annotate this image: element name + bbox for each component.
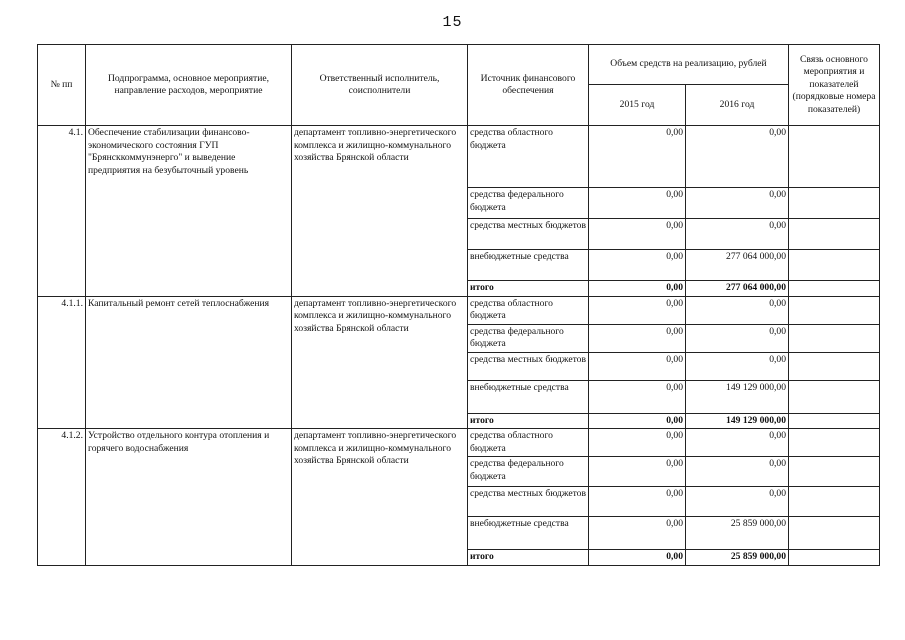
row-value-2015: 0,00 bbox=[589, 188, 686, 219]
row-measure-name: Устройство отдельного контура отопления и горячего водоснабжения bbox=[86, 429, 292, 566]
row-executor: департамент топливно-энергетического комплекса и жилищно-коммунального хозяйства Брянской области bbox=[292, 126, 468, 297]
row-value-2016: 0,00 bbox=[686, 296, 789, 324]
row-measure-name: Обеспечение стабилизации финансово-экономического состояния ГУП "Брянсккоммунэнерго" и выведение предприятия на безубыточный уровень bbox=[86, 126, 292, 297]
row-total-2015: 0,00 bbox=[589, 550, 686, 566]
row-code: 4.1. bbox=[38, 126, 86, 297]
header-program: Подпрограмма, основное мероприятие, направление расходов, мероприятие bbox=[86, 45, 292, 126]
header-volume: Объем средств на реализацию, рублей bbox=[589, 45, 789, 85]
row-value-2016: 25 859 000,00 bbox=[686, 517, 789, 550]
row-link bbox=[789, 188, 880, 219]
row-link bbox=[789, 296, 880, 324]
header-source: Источник финансового обеспечения bbox=[468, 45, 589, 126]
row-value-2016: 0,00 bbox=[686, 324, 789, 352]
header-year-2015: 2015 год bbox=[589, 85, 686, 126]
row-link bbox=[789, 487, 880, 517]
header-year-2016: 2016 год bbox=[686, 85, 789, 126]
row-link bbox=[789, 517, 880, 550]
row-total-2016: 277 064 000,00 bbox=[686, 281, 789, 297]
row-link bbox=[789, 550, 880, 566]
row-value-2015: 0,00 bbox=[589, 429, 686, 457]
row-total-label: итого bbox=[468, 413, 589, 429]
row-source: средства местных бюджетов bbox=[468, 487, 589, 517]
row-value-2016: 277 064 000,00 bbox=[686, 250, 789, 281]
row-value-2016: 0,00 bbox=[686, 429, 789, 457]
row-value-2015: 0,00 bbox=[589, 296, 686, 324]
header-link: Связь основного мероприятия и показателей (порядковые номера показателей) bbox=[789, 45, 880, 126]
row-value-2016: 0,00 bbox=[686, 457, 789, 487]
row-value-2016: 149 129 000,00 bbox=[686, 380, 789, 413]
header-executor: Ответственный исполнитель, соисполнители bbox=[292, 45, 468, 126]
row-source: внебюджетные средства bbox=[468, 517, 589, 550]
row-value-2015: 0,00 bbox=[589, 250, 686, 281]
row-total-label: итого bbox=[468, 281, 589, 297]
row-value-2015: 0,00 bbox=[589, 219, 686, 250]
row-source: средства федерального бюджета bbox=[468, 324, 589, 352]
row-link bbox=[789, 281, 880, 297]
row-measure-name: Капитальный ремонт сетей теплоснабжения bbox=[86, 296, 292, 429]
row-executor: департамент топливно-энергетического комплекса и жилищно-коммунального хозяйства Брянской области bbox=[292, 296, 468, 429]
row-value-2016: 0,00 bbox=[686, 188, 789, 219]
row-executor: департамент топливно-энергетического комплекса и жилищно-коммунального хозяйства Брянской области bbox=[292, 429, 468, 566]
row-value-2016: 0,00 bbox=[686, 219, 789, 250]
row-source: средства областного бюджета bbox=[468, 296, 589, 324]
row-code: 4.1.2. bbox=[38, 429, 86, 566]
row-total-label: итого bbox=[468, 550, 589, 566]
row-total-2016: 149 129 000,00 bbox=[686, 413, 789, 429]
row-value-2016: 0,00 bbox=[686, 352, 789, 380]
row-value-2015: 0,00 bbox=[589, 457, 686, 487]
row-code: 4.1.1. bbox=[38, 296, 86, 429]
row-link bbox=[789, 352, 880, 380]
row-link bbox=[789, 324, 880, 352]
row-source: внебюджетные средства bbox=[468, 250, 589, 281]
row-link bbox=[789, 219, 880, 250]
row-link bbox=[789, 250, 880, 281]
row-total-2016: 25 859 000,00 bbox=[686, 550, 789, 566]
row-source: средства областного бюджета bbox=[468, 429, 589, 457]
row-value-2016: 0,00 bbox=[686, 487, 789, 517]
row-total-2015: 0,00 bbox=[589, 413, 686, 429]
row-value-2015: 0,00 bbox=[589, 126, 686, 188]
row-link bbox=[789, 429, 880, 457]
row-source: средства федерального бюджета bbox=[468, 188, 589, 219]
row-source: внебюджетные средства bbox=[468, 380, 589, 413]
row-value-2015: 0,00 bbox=[589, 487, 686, 517]
row-link bbox=[789, 457, 880, 487]
header-no: № пп bbox=[38, 45, 86, 126]
row-source: средства областного бюджета bbox=[468, 126, 589, 188]
financing-table bbox=[37, 44, 880, 566]
page-number: 15 bbox=[442, 14, 463, 31]
row-total-2015: 0,00 bbox=[589, 281, 686, 297]
row-value-2016: 0,00 bbox=[686, 126, 789, 188]
row-source: средства федерального бюджета bbox=[468, 457, 589, 487]
row-source: средства местных бюджетов bbox=[468, 219, 589, 250]
row-value-2015: 0,00 bbox=[589, 517, 686, 550]
row-link bbox=[789, 380, 880, 413]
row-link bbox=[789, 413, 880, 429]
row-value-2015: 0,00 bbox=[589, 380, 686, 413]
row-value-2015: 0,00 bbox=[589, 324, 686, 352]
row-link bbox=[789, 126, 880, 188]
row-source: средства местных бюджетов bbox=[468, 352, 589, 380]
row-value-2015: 0,00 bbox=[589, 352, 686, 380]
